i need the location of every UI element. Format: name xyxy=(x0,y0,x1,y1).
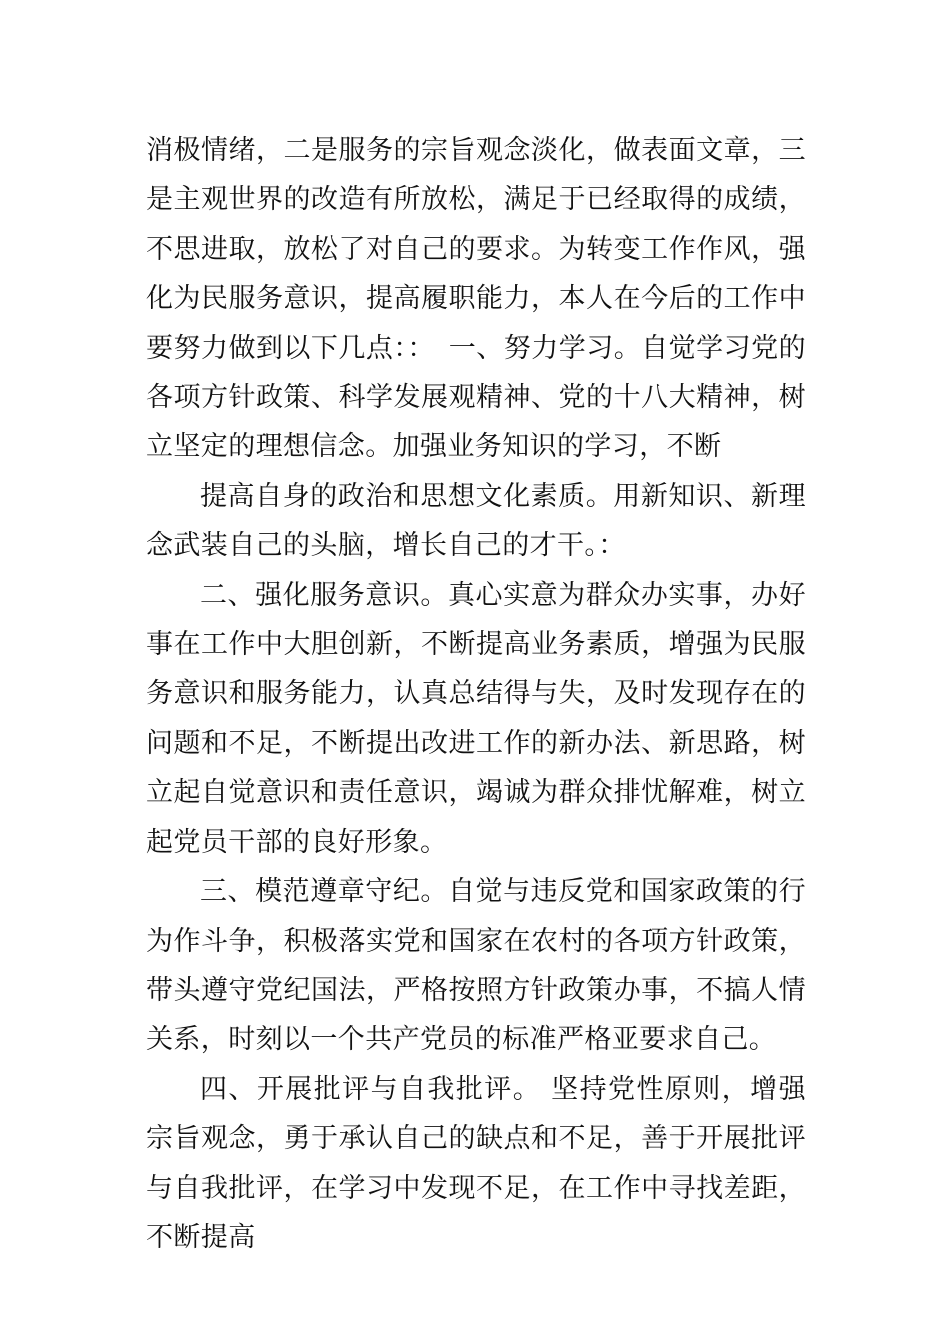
document-body xyxy=(146,126,806,1262)
paragraph-3: 二、强化服务意识。真心实意为群众办实事，办好事在工作中大胆创新，不断提高业务素质，增强为民服务意识和服务能力，认真总结得与失，及时发现存在的问题和不足，不断提出改进工作的新办法、新思路，树立起自觉意识和责任意识，竭诚为群众排忧解难，树立起党员干部的良好形象。 xyxy=(146,579,806,858)
paragraph-2: 提高自身的政治和思想文化素质。用新知识、新理念武装自己的头脑，增长自己的才干。： xyxy=(146,480,806,562)
paragraph-1: 消极情绪，二是服务的宗旨观念淡化，做表面文章，三是主观世界的改造有所放松，满足于已经取得的成绩，不思进取，放松了对自己的要求。为转变工作作风，强化为民服务意识，提高履职能力，本人在今后的工作中要努力做到以下几点：： 一、努力学习。自觉学习党的各项方针政策、科学发展观精神、党的十八大精神，树立坚定的理想信念。加强业务知识的学习，不断 xyxy=(146,135,806,463)
paragraph-4: 三、模范遵章守纪。自觉与违反党和国家政策的行为作斗争，积极落实党和国家在农村的各项方针政策，带头遵守党纪国法，严格按照方针政策办事，不搞人情关系，时刻以一个共产党员的标准严格亚要求自己。 xyxy=(146,876,806,1056)
paragraph-5: 四、开展批评与自我批评。 坚持党性原则，增强宗旨观念，勇于承认自己的缺点和不足，善于开展批评与自我批评，在学习中发现不足，在工作中寻找差距，不断提高 xyxy=(146,1073,806,1253)
